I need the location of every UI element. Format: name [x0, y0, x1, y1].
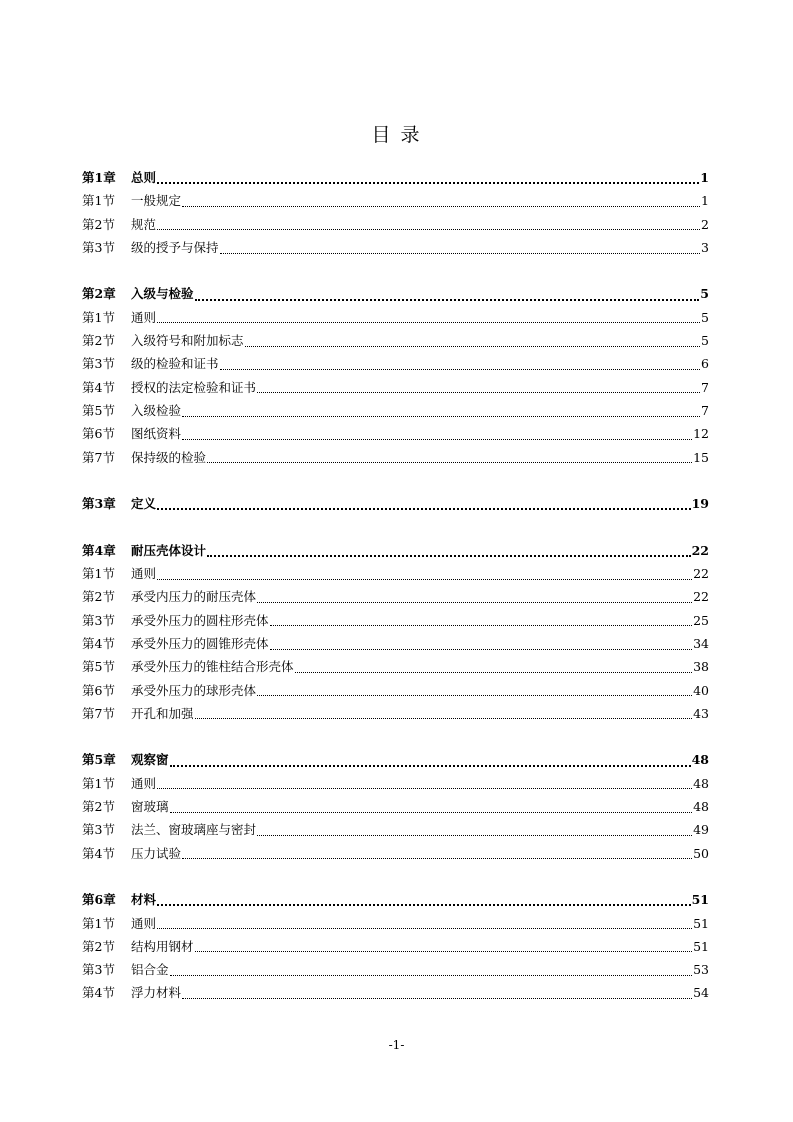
dot-leader — [195, 298, 700, 301]
section-number: 第1节 — [82, 915, 115, 931]
section-number: 第4节 — [82, 985, 115, 1001]
page-number: 22 — [691, 542, 709, 558]
dot-leader — [257, 834, 692, 836]
page-number: 49 — [693, 822, 709, 838]
page-number: 12 — [693, 426, 709, 442]
toc-section-entry[interactable] — [82, 842, 709, 865]
chapter-number: 第4章 — [82, 542, 116, 558]
toc-section-entry[interactable] — [82, 795, 709, 818]
section-title: 承受内压力的耐压壳体 — [131, 589, 257, 605]
page-number: 34 — [693, 635, 709, 651]
section-number: 第5节 — [82, 659, 115, 675]
section-number: 第4节 — [82, 379, 115, 395]
toc-section-entry[interactable] — [82, 236, 709, 259]
section-title: 法兰、窗玻璃座与密封 — [131, 822, 257, 838]
page-title: 目 录 — [371, 124, 422, 146]
toc-section-entry[interactable] — [82, 912, 709, 935]
section-number: 第1节 — [82, 566, 115, 582]
chapter-number: 第6章 — [82, 892, 116, 908]
toc-section-entry[interactable] — [82, 958, 709, 981]
toc-section-entry[interactable] — [82, 213, 709, 236]
toc-section-entry[interactable] — [82, 329, 709, 352]
page-number: 22 — [693, 589, 709, 605]
toc-section-entry[interactable] — [82, 655, 709, 678]
section-number: 第2节 — [82, 216, 115, 232]
dot-leader — [182, 997, 692, 999]
dot-leader — [157, 228, 700, 230]
dot-leader — [270, 648, 693, 650]
chapter-number: 第1章 — [82, 170, 116, 185]
toc-chapter-entry[interactable] — [82, 492, 709, 515]
page-number: 7 — [701, 379, 709, 395]
toc-section-entry[interactable] — [82, 306, 709, 329]
dot-leader — [257, 694, 692, 696]
chapter-title: 材料 — [131, 892, 157, 908]
page-number-footer: -1- — [388, 1038, 405, 1052]
page-number: 25 — [693, 612, 709, 628]
section-title: 入级检验 — [131, 402, 182, 418]
section-number: 第6节 — [82, 682, 115, 698]
section-number: 第1节 — [82, 193, 115, 209]
toc-chapter-entry[interactable] — [82, 539, 709, 562]
page-number: 43 — [693, 705, 709, 721]
page-number: 38 — [693, 659, 709, 675]
page-number: 6 — [701, 356, 709, 372]
page-number: 51 — [691, 892, 709, 908]
dot-leader — [182, 205, 700, 207]
dot-leader — [207, 461, 692, 463]
toc-chapter-entry[interactable] — [82, 888, 709, 911]
section-number: 第5节 — [82, 402, 115, 418]
page-number: 19 — [691, 496, 709, 512]
dot-leader — [270, 624, 693, 626]
page-number: 54 — [693, 985, 709, 1001]
section-title: 结构用钢材 — [131, 938, 194, 954]
toc-section-entry[interactable] — [82, 981, 709, 1004]
chapter-title: 入级与检验 — [131, 286, 194, 302]
toc-section-entry[interactable] — [82, 679, 709, 702]
dot-leader — [245, 345, 701, 347]
section-number: 第3节 — [82, 612, 115, 628]
dot-leader — [157, 578, 692, 580]
dot-leader — [195, 950, 693, 952]
dot-leader — [170, 974, 693, 976]
toc-section-entry[interactable] — [82, 585, 709, 608]
chapter-number: 第5章 — [82, 752, 116, 768]
page-number: 51 — [693, 938, 709, 954]
toc-section-entry[interactable] — [82, 399, 709, 422]
section-title: 窗玻璃 — [131, 799, 169, 815]
section-title: 承受外压力的圆锥形壳体 — [131, 635, 269, 651]
page-number: 48 — [691, 752, 709, 768]
section-title: 通则 — [131, 775, 157, 791]
page-number: 5 — [701, 333, 709, 349]
section-number: 第7节 — [82, 449, 115, 465]
section-number: 第2节 — [82, 799, 115, 815]
toc-section-entry[interactable] — [82, 772, 709, 795]
chapter-title: 定义 — [131, 496, 157, 512]
table-of-contents — [82, 166, 709, 1005]
section-number: 第3节 — [82, 962, 115, 978]
page-number: 1 — [700, 170, 709, 185]
dot-leader — [295, 671, 693, 673]
dot-leader — [170, 764, 691, 767]
toc-chapter-entry[interactable] — [82, 748, 709, 771]
toc-section-entry[interactable] — [82, 632, 709, 655]
page-number: 2 — [701, 216, 709, 232]
page-number: 5 — [700, 286, 709, 302]
dot-leader — [195, 717, 693, 719]
section-title: 开孔和加强 — [131, 705, 194, 721]
section-title: 铝合金 — [131, 962, 169, 978]
dot-leader — [157, 787, 692, 789]
section-title: 规范 — [131, 216, 157, 232]
section-title: 压力试验 — [131, 845, 182, 861]
dot-leader — [220, 252, 701, 254]
page-number: 7 — [701, 402, 709, 418]
section-title: 级的检验和证书 — [131, 356, 219, 372]
toc-section-entry[interactable] — [82, 446, 709, 469]
page-number: 3 — [701, 239, 709, 255]
toc-chapter-entry[interactable] — [82, 282, 709, 305]
dot-leader — [257, 601, 692, 603]
section-title: 通则 — [131, 309, 157, 325]
dot-leader — [182, 438, 692, 440]
toc-section-entry[interactable] — [82, 189, 709, 212]
chapter-title: 耐压壳体设计 — [131, 542, 207, 558]
section-number: 第7节 — [82, 705, 115, 721]
section-number: 第2节 — [82, 333, 115, 349]
page-number: 22 — [693, 566, 709, 582]
section-title: 级的授予与保持 — [131, 239, 219, 255]
toc-section-entry[interactable] — [82, 352, 709, 375]
section-title: 承受外压力的圆柱形壳体 — [131, 612, 269, 628]
dot-leader — [182, 415, 700, 417]
dot-leader — [157, 507, 691, 510]
dot-leader — [157, 321, 700, 323]
section-title: 一般规定 — [131, 193, 182, 209]
section-title: 入级符号和附加标志 — [131, 333, 244, 349]
section-number: 第6节 — [82, 426, 115, 442]
dot-leader — [170, 811, 693, 813]
page-number: 1 — [701, 193, 709, 209]
dot-leader — [207, 554, 691, 557]
page-number: 15 — [693, 449, 709, 465]
section-title: 授权的法定检验和证书 — [131, 379, 257, 395]
toc-section-entry[interactable] — [82, 376, 709, 399]
chapter-number: 第2章 — [82, 286, 116, 302]
dot-leader — [157, 903, 691, 906]
section-title: 浮力材料 — [131, 985, 182, 1001]
dot-leader — [157, 181, 699, 184]
section-title: 通则 — [131, 566, 157, 582]
page-number: 48 — [693, 799, 709, 815]
section-number: 第3节 — [82, 239, 115, 255]
page-number: 53 — [693, 962, 709, 978]
page-number: 48 — [693, 775, 709, 791]
section-number: 第1节 — [82, 775, 115, 791]
section-number: 第4节 — [82, 635, 115, 651]
toc-chapter-entry[interactable] — [82, 166, 709, 189]
dot-leader — [182, 857, 692, 859]
page-number: 50 — [693, 845, 709, 861]
section-number: 第3节 — [82, 356, 115, 372]
toc-section-entry[interactable] — [82, 818, 709, 841]
section-number: 第4节 — [82, 845, 115, 861]
section-number: 第2节 — [82, 938, 115, 954]
page-number: 40 — [693, 682, 709, 698]
section-number: 第1节 — [82, 309, 115, 325]
dot-leader — [220, 368, 701, 370]
section-number: 第3节 — [82, 822, 115, 838]
toc-section-entry[interactable] — [82, 935, 709, 958]
page-number: 5 — [701, 309, 709, 325]
chapter-number: 第3章 — [82, 496, 116, 512]
section-title: 图纸资料 — [131, 426, 182, 442]
toc-section-entry[interactable] — [82, 422, 709, 445]
section-title: 承受外压力的锥柱结合形壳体 — [131, 659, 294, 675]
chapter-title: 观察窗 — [131, 752, 169, 768]
toc-section-entry[interactable] — [82, 609, 709, 632]
dot-leader — [157, 927, 692, 929]
dot-leader — [257, 391, 700, 393]
section-number: 第2节 — [82, 589, 115, 605]
toc-section-entry[interactable] — [82, 562, 709, 585]
toc-section-entry[interactable] — [82, 702, 709, 725]
section-title: 承受外压力的球形壳体 — [131, 682, 257, 698]
section-title: 保持级的检验 — [131, 449, 207, 465]
chapter-title: 总则 — [131, 170, 157, 185]
section-title: 通则 — [131, 915, 157, 931]
page-number: 51 — [693, 915, 709, 931]
